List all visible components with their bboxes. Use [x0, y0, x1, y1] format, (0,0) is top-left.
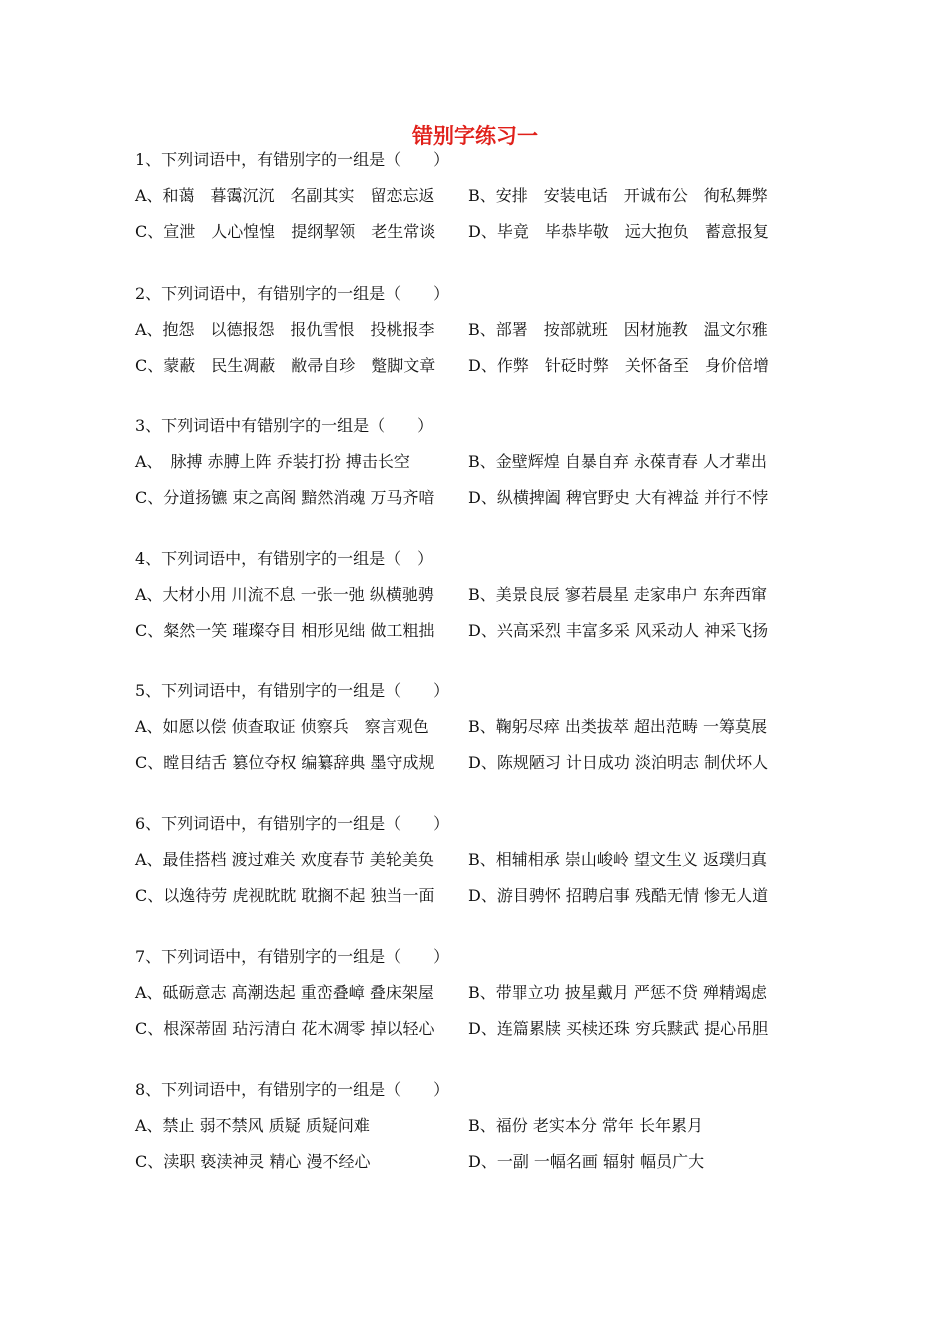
option-d: D、一副 一幅名画 辐射 幅员广大 [468, 1152, 705, 1171]
option-b: B、带罪立功 披星戴月 严惩不贷 殚精竭虑 [468, 983, 768, 1002]
option-b: B、金壁辉煌 自暴自弃 永葆青春 人才辈出 [468, 452, 768, 471]
option-row [135, 486, 835, 510]
option-c: C、根深蒂固 玷污清白 花木凋零 掉以轻心 [135, 1019, 435, 1038]
option-row [135, 848, 835, 872]
option-b: B、福份 老实本分 常年 长年累月 [468, 1116, 704, 1135]
option-d: D、兴高采烈 丰富多采 风采动人 神采飞扬 [468, 621, 769, 640]
question-stem: 6、下列词语中，有错别字的一组是（ ） [135, 814, 450, 833]
option-d: D、连篇累牍 买椟还珠 穷兵黩武 提心吊胆 [468, 1019, 769, 1038]
question-6 [135, 812, 835, 908]
option-a: A、最佳搭档 渡过难关 欢度春节 美轮美奂 [135, 850, 434, 869]
question-stem: 2、下列词语中，有错别字的一组是（ ） [135, 284, 450, 303]
option-b: B、相辅相承 崇山峻岭 望文生义 返璞归真 [468, 850, 768, 869]
option-row [135, 583, 835, 607]
option-row [135, 981, 835, 1005]
option-a: A、砥砺意志 高潮迭起 重峦叠嶂 叠床架屋 [135, 983, 434, 1002]
option-a: A、 脉搏 赤膊上阵 乔装打扮 搏击长空 [135, 452, 410, 471]
option-c: C、粲然一笑 璀璨夺目 相形见绌 做工粗拙 [135, 621, 435, 640]
option-row [135, 1114, 835, 1138]
option-b: B、鞠躬尽瘁 出类拔萃 超出范畴 一筹莫展 [468, 717, 768, 736]
option-c: C、瞠目结舌 篡位夺权 编纂辞典 墨守成规 [135, 753, 435, 772]
option-row [135, 450, 835, 474]
option-row [135, 220, 835, 244]
option-row [135, 1017, 835, 1041]
option-row [135, 318, 835, 342]
option-row [135, 715, 835, 739]
option-a: A、抱怨 以德报怨 报仇雪恨 投桃报李 [135, 320, 435, 339]
option-row [135, 354, 835, 378]
question-stem: 7、下列词语中，有错别字的一组是（ ） [135, 947, 450, 966]
option-a: A、大材小用 川流不息 一张一弛 纵横驰骋 [135, 585, 434, 604]
option-row [135, 884, 835, 908]
question-7 [135, 945, 835, 1041]
option-a: A、禁止 弱不禁风 质疑 质疑问难 [135, 1116, 370, 1135]
option-d: D、纵横捭阖 稗官野史 大有裨益 并行不悖 [468, 488, 769, 507]
option-row [135, 1150, 835, 1174]
option-row [135, 619, 835, 643]
question-stem: 5、下列词语中，有错别字的一组是（ ） [135, 681, 450, 700]
option-b: B、部署 按部就班 因材施教 温文尔雅 [468, 320, 768, 339]
question-3 [135, 414, 835, 510]
option-c: C、蒙蔽 民生凋蔽 敝帚自珍 蹩脚文章 [135, 356, 436, 375]
option-c: C、宣泄 人心惶惶 提纲挈领 老生常谈 [135, 222, 436, 241]
question-stem: 1、下列词语中，有错别字的一组是（ ） [135, 150, 450, 169]
option-row [135, 184, 835, 208]
question-2 [135, 282, 835, 378]
question-1 [135, 148, 835, 244]
option-c: C、以逸待劳 虎视眈眈 耽搁不起 独当一面 [135, 886, 435, 905]
option-a: A、和蔼 暮霭沉沉 名副其实 留恋忘返 [135, 186, 435, 205]
option-d: D、陈规陋习 计日成功 淡泊明志 制伏坏人 [468, 753, 769, 772]
option-c: C、分道扬镳 束之高阁 黯然消魂 万马齐喑 [135, 488, 435, 507]
question-stem: 4、下列词语中，有错别字的一组是（ ） [135, 549, 434, 568]
option-b: B、美景良辰 寥若晨星 走家串户 东奔西窜 [468, 585, 768, 604]
question-5 [135, 679, 835, 775]
question-4 [135, 547, 835, 643]
page-title: 错别字练习一 [412, 124, 538, 148]
option-d: D、作弊 针砭时弊 关怀备至 身价倍增 [468, 356, 769, 375]
question-stem: 8、下列词语中，有错别字的一组是（ ） [135, 1080, 450, 1099]
question-stem: 3、下列词语中有错别字的一组是（ ） [135, 416, 434, 435]
option-c: C、渎职 亵渎神灵 精心 漫不经心 [135, 1152, 371, 1171]
option-row [135, 751, 835, 775]
option-a: A、如愿以偿 侦查取证 侦察兵 察言观色 [135, 717, 429, 736]
option-d: D、毕竟 毕恭毕敬 远大抱负 蓄意报复 [468, 222, 769, 241]
option-b: B、安排 安装电话 开诚布公 徇私舞弊 [468, 186, 768, 205]
option-d: D、游目骋怀 招聘启事 残酷无情 惨无人道 [468, 886, 769, 905]
question-8 [135, 1078, 835, 1174]
